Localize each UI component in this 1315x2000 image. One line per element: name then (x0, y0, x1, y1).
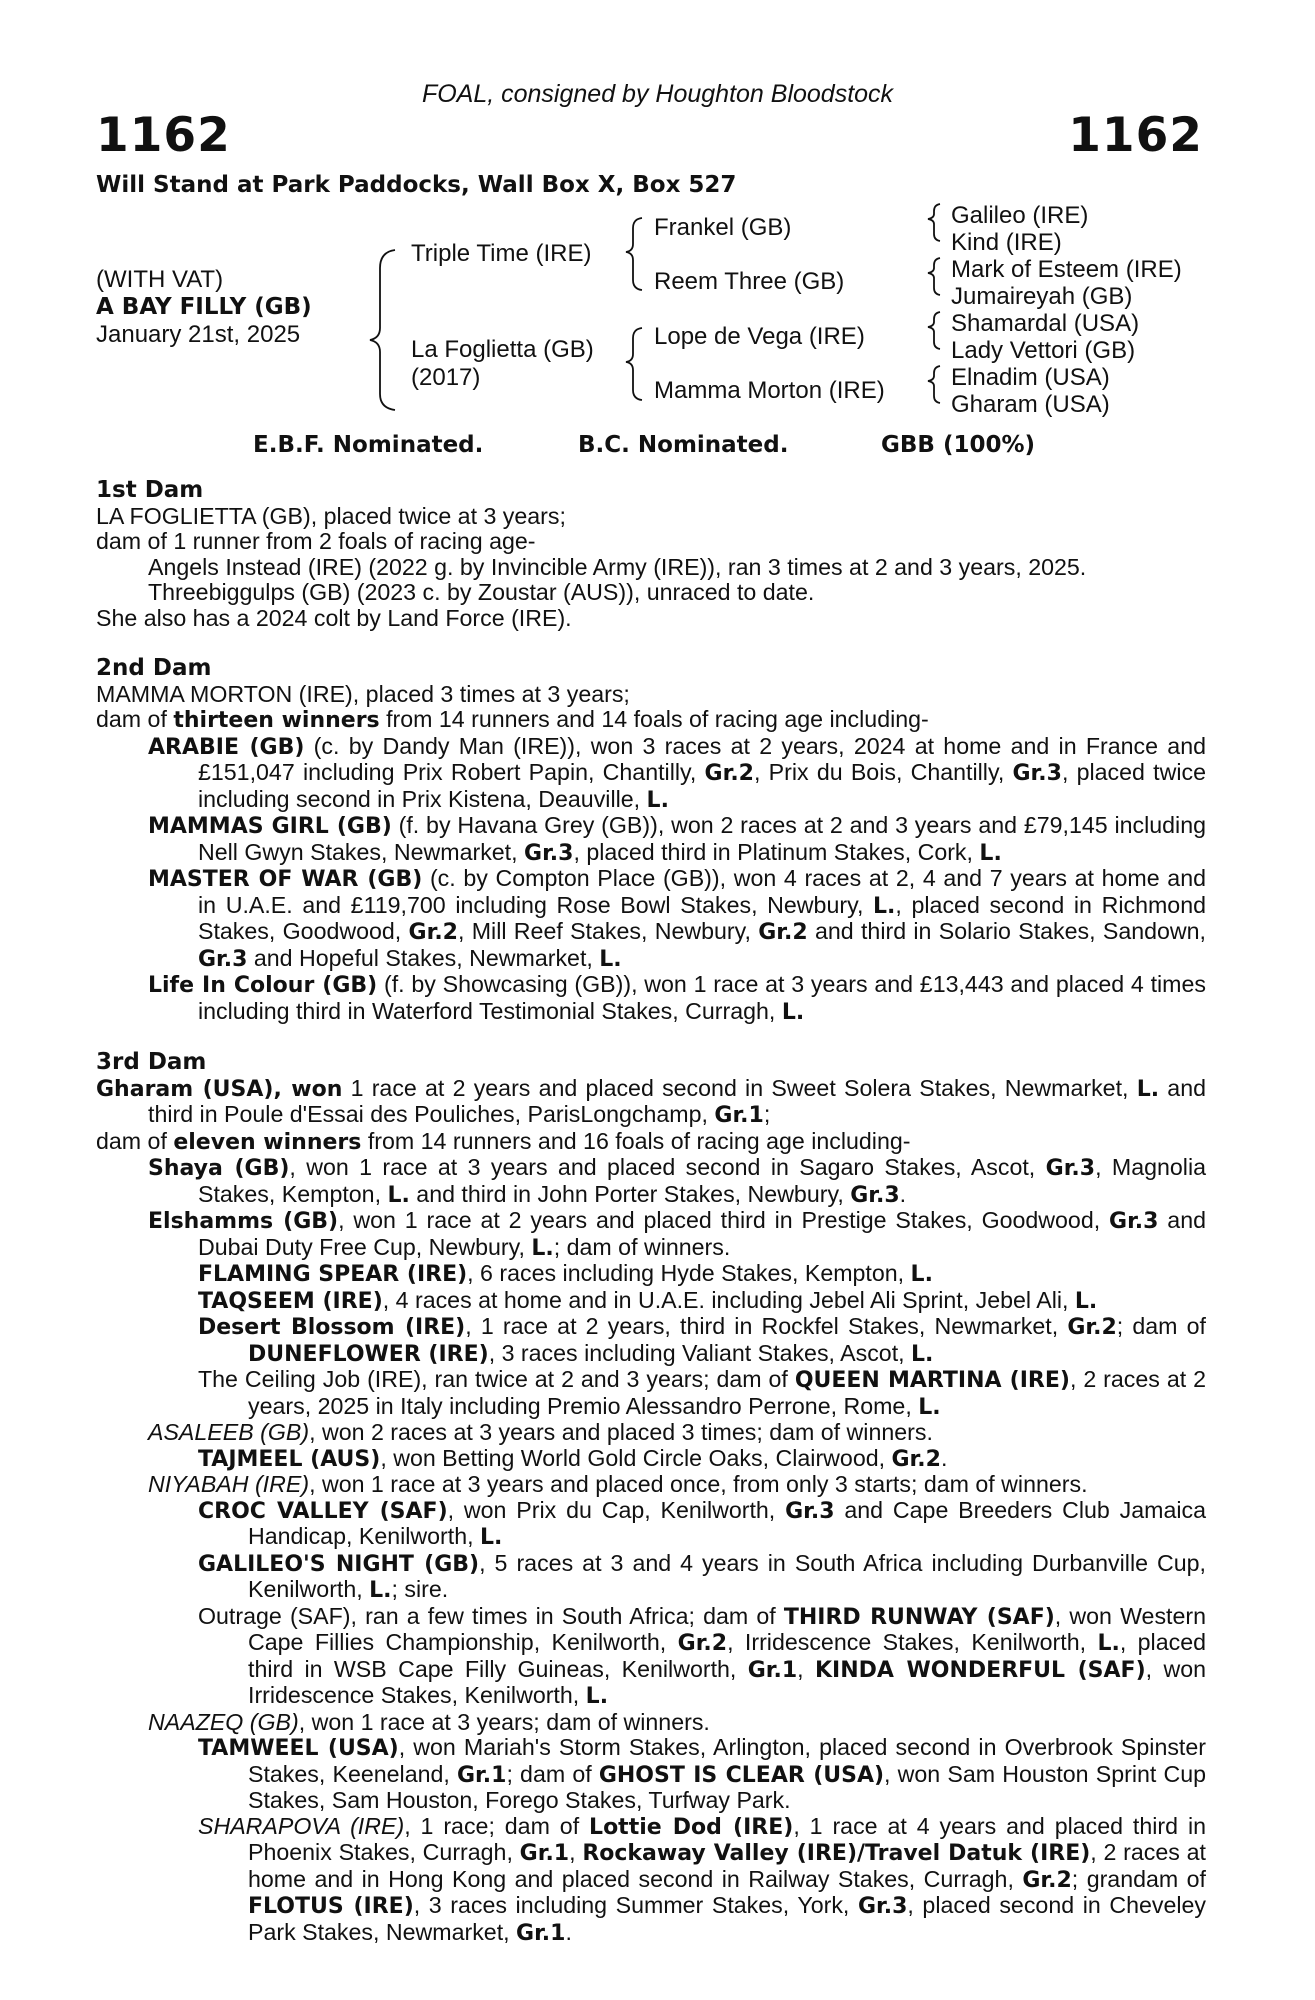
brace-g4 (928, 366, 940, 403)
dam: La Foglietta (GB) (411, 336, 594, 363)
text-run: , won 1 race at 3 years and placed once, from only 3 starts; dam of winners. (309, 1471, 1088, 1497)
produce-entry (96, 972, 1206, 1025)
text-run: ; dam of (1116, 1313, 1206, 1339)
brace-dam (626, 328, 642, 400)
bold-text: L. (781, 999, 805, 1025)
text-run: , (797, 1655, 815, 1682)
bold-text: FLOTUS (IRE) (248, 1894, 414, 1919)
text-run: (f. by Showcasing (GB)), won 1 race at 3 years and £13,443 and placed 4 times including third in Waterford Testimonial Stakes, Curragh, (198, 971, 1206, 1024)
text-run: , won Prix du Cap, Kenilworth, (447, 1496, 786, 1523)
bold-text: Gr.1 (747, 1657, 798, 1683)
bold-text: L. (387, 1182, 410, 1208)
grandproduce-entry (96, 1551, 1206, 1604)
first-dam-line: LA FOGLIETTA (GB), placed twice at 3 years; (96, 502, 566, 529)
bold-text: Gr.2 (758, 920, 808, 945)
text-run: NAAZEQ (GB) (148, 1708, 299, 1735)
horse-name: Life In Colour (GB) (148, 973, 378, 998)
bold-text: L. (911, 1341, 934, 1367)
produce-entry (96, 734, 1206, 814)
text-run: , 4 races at home and in U.A.E. including Jebel Ali Sprint, Jebel Ali, (382, 1286, 1075, 1313)
lot-number-left: 1162 (96, 108, 231, 163)
bold-text: Gr.1 (519, 1841, 570, 1866)
bold-text: DUNEFLOWER (IRE) (248, 1341, 489, 1367)
text-run: . (940, 1444, 948, 1471)
text-run: . (565, 1918, 572, 1945)
text-run: , won Irridescence Stakes, Kenilworth, (248, 1655, 1207, 1708)
text-run: ASALEEB (GB) (148, 1419, 310, 1445)
text-run: , won 1 race at 3 years and placed second in Sagaro Stakes, Ascot, (289, 1154, 1046, 1180)
text-run: 1 race at 2 years and placed second in Sweet Solera Stakes, Newmarket, (342, 1074, 1137, 1101)
text-run: and Dubai Duty Free Cup, Newbury, (198, 1207, 1206, 1260)
bold-text: Gr.3 (1109, 1209, 1159, 1234)
bold-text: Lottie Dod (IRE) (589, 1814, 794, 1840)
text-run: ; sire. (391, 1576, 449, 1602)
ancestor-8: Gharam (USA) (951, 391, 1110, 418)
text-run: , 1 race; dam of (404, 1812, 590, 1839)
text-run: . (899, 1180, 907, 1207)
produce-entry (96, 866, 1206, 972)
bold-text: Gr.2 (1022, 1867, 1072, 1893)
first-dam-heading: 1st Dam (96, 477, 204, 503)
text-run: dam of (96, 706, 174, 732)
bold-text: Gr.3 (524, 840, 574, 866)
bold-text: Gr.2 (677, 1631, 728, 1656)
text-run: (f. by Havana Grey (GB)), won 2 races at 2 and 3 years and £79,145 including Nell Gwyn Stakes, Newmarket, (198, 812, 1206, 865)
text-run: , 6 races including Hyde Stakes, Kempton, (467, 1260, 911, 1286)
text-run: dam of (96, 1127, 174, 1154)
ancestor-1: Galileo (IRE) (951, 202, 1089, 229)
bold-text: L. (480, 1525, 503, 1550)
bold-text: Gr.3 (850, 1182, 900, 1208)
text-run: The Ceiling Job (IRE), ran twice at 2 and 3 years; dam of (198, 1366, 795, 1392)
text-run: , Irridescence Stakes, Kenilworth, (727, 1629, 1098, 1655)
bold-text: TAMWEEL (USA) (198, 1736, 399, 1761)
bold-text: Elshamms (GB) (148, 1209, 339, 1234)
bold-text: , won (273, 1076, 343, 1102)
bold-text: QUEEN MARTINA (IRE) (794, 1368, 1070, 1393)
grandproduce-entry (96, 1814, 1206, 1947)
second-dam-heading: 2nd Dam (96, 655, 212, 681)
bold-text: L. (585, 1684, 609, 1709)
brace-main (370, 250, 395, 410)
bold-text: CROC VALLEY (SAF) (198, 1498, 448, 1524)
lot-number-right: 1162 (1068, 108, 1203, 163)
bold-text: Gr.1 (714, 1103, 764, 1128)
first-dam-foal: Angels Instead (IRE) (2022 g. by Invincible Army (IRE)), ran 3 times at 2 and 3 years, 2025. (148, 553, 1087, 580)
bold-text: TAQSEEM (IRE) (198, 1288, 383, 1314)
bold-text: GALILEO'S NIGHT (GB) (198, 1551, 480, 1577)
text-run: , won Sam Houston Sprint Cup Stakes, Sam Houston, Forego Stakes, Turfway Park. (248, 1760, 1207, 1813)
produce-entry (96, 1710, 1206, 1736)
bold-text: L. (646, 787, 669, 813)
produce-entry (96, 1472, 1206, 1498)
text-run: , won 1 race at 3 years; dam of winners. (298, 1708, 710, 1735)
ancestor-4: Jumaireyah (GB) (951, 283, 1133, 310)
bold-text: eleven winners (173, 1129, 362, 1155)
text-run: , 3 races including Valiant Stakes, Ascot, (488, 1339, 912, 1366)
bold-text: L. (918, 1394, 941, 1420)
produce-entry (96, 1155, 1206, 1208)
grandproduce-entry (96, 1498, 1206, 1551)
consignment-line: FOAL, consigned by Houghton Bloodstock (421, 80, 894, 108)
text-run: , Magnolia Stakes, Kempton, (198, 1154, 1206, 1207)
brace-g1 (928, 204, 940, 241)
text-run: ; dam of winners. (553, 1233, 731, 1260)
text-run: , won Betting World Gold Circle Oaks, Clairwood, (380, 1444, 892, 1471)
text-run: and Hopeful Stakes, Newmarket, (247, 944, 600, 971)
produce-entry (96, 1208, 1206, 1261)
text-run: , (569, 1839, 583, 1865)
bold-text: L. (979, 840, 1002, 866)
text-run: , placed twice including second in Prix Kistena, Deauville, (198, 759, 1206, 812)
text-run: , placed second in Cheveley Park Stakes, Newmarket, (248, 1892, 1206, 1945)
grandproduce-entry (96, 1604, 1206, 1710)
first-dam-produce-line: dam of 1 runner from 2 foals of racing age- (96, 528, 536, 554)
grandproduce-entry (96, 1446, 1206, 1473)
pedigree-braces (0, 0, 1315, 440)
bold-text: Gr.3 (785, 1498, 835, 1524)
text-run: ; (763, 1101, 771, 1127)
bold-text: L. (369, 1578, 392, 1603)
vat-note: (WITH VAT) (96, 266, 224, 293)
text-run: NIYABAH (IRE) (148, 1471, 310, 1497)
grandproduce-entry (96, 1735, 1206, 1814)
text-run: ; grandam of (1071, 1865, 1207, 1892)
grandproduce-entry (96, 1288, 1206, 1315)
bold-text: Gr.1 (516, 1920, 566, 1946)
bold-text: L. (910, 1262, 933, 1287)
produce-entry (96, 1420, 1206, 1446)
bc-nominated: B.C. Nominated. (578, 432, 789, 458)
bold-text: Rockaway Valley (IRE)/Travel Datuk (IRE) (582, 1841, 1091, 1866)
text-run: , 1 race at 2 years, third in Rockfel Stakes, Newmarket, (465, 1313, 1068, 1339)
bold-text: FLAMING SPEAR (IRE) (198, 1262, 468, 1287)
bold-text: Gr.2 (1067, 1315, 1117, 1340)
bold-text: Gr.3 (857, 1894, 908, 1919)
gbb-status: GBB (100%) (881, 432, 1036, 458)
bold-text: Gr.3 (198, 946, 248, 972)
brace-sire (626, 218, 642, 290)
bold-text: L. (1074, 1288, 1098, 1314)
first-dam-foal: Threebiggulps (GB) (2023 c. by Zoustar (AUS)), unraced to date. (148, 579, 815, 605)
bold-text: thirteen winners (173, 708, 380, 733)
text-run: , 2 races at home and in Hong Kong and placed second in Railway Stakes, Curragh, (248, 1839, 1206, 1892)
ancestor-2: Kind (IRE) (951, 229, 1062, 256)
horse-name: MAMMAS GIRL (GB) (148, 814, 392, 839)
third-dam-heading: 3rd Dam (96, 1049, 207, 1075)
ancestor-5: Shamardal (USA) (951, 310, 1140, 337)
text-run: ; dam of (506, 1760, 599, 1787)
second-dam-produce-line (96, 707, 1206, 734)
grandproduce-entry (96, 1261, 1206, 1288)
bold-text: TAJMEEL (AUS) (198, 1446, 381, 1472)
bold-text: L. (599, 946, 622, 972)
sire: Triple Time (IRE) (411, 240, 592, 267)
pedigree-notes (96, 478, 1206, 1946)
produce-entry (96, 813, 1206, 866)
text-run: , placed third in WSB Cape Filly Guineas, Kenilworth, (248, 1629, 1206, 1682)
dam-sire: Lope de Vega (IRE) (654, 323, 865, 350)
bold-text: Desert Blossom (IRE) (198, 1315, 466, 1340)
text-run: (c. by Compton Place (GB)), won 4 races at 2, 4 and 7 years at home and in U.A.E. and £119,700 including Rose Bowl Stakes, Newbury, (198, 865, 1206, 918)
first-dam-note: She also has a 2024 colt by Land Force (IRE). (96, 604, 572, 631)
bold-text: Gr.2 (891, 1446, 941, 1472)
text-run: , won Mariah's Storm Stakes, Arlington, placed second in Overbrook Spinster Stakes, Keeneland, (248, 1734, 1206, 1787)
horse-name: MASTER OF WAR (GB) (148, 867, 423, 892)
bold-text: Gr.3 (1045, 1156, 1096, 1181)
bold-text: L. (1136, 1076, 1160, 1102)
bold-text: L. (873, 893, 896, 919)
text-run: , 5 races at 3 and 4 years in South Africa including Durbanville Cup, Kenilworth, (248, 1549, 1206, 1602)
bold-text: L. (531, 1235, 554, 1261)
lot-name: A BAY FILLY (GB) (96, 294, 312, 320)
foaling-date: January 21st, 2025 (96, 321, 301, 348)
text-run: (c. by Dandy Man (IRE)), won 3 races at 2 years, 2024 at home and in France and £151,047 including Prix Robert Papin, Chantilly, (198, 732, 1206, 785)
text-run: , won Western Cape Fillies Championship, Kenilworth, (248, 1602, 1206, 1655)
ancestor-3: Mark of Esteem (IRE) (951, 256, 1182, 283)
third-dam-line (96, 1076, 1206, 1129)
third-dam-produce-line (96, 1129, 1206, 1156)
text-run: and third in John Porter Stakes, Newbury, (409, 1180, 851, 1207)
text-run: , placed third in Platinum Stakes, Cork, (573, 838, 980, 865)
bold-text: KINDA WONDERFUL (SAF) (815, 1657, 1146, 1683)
ebf-nominated: E.B.F. Nominated. (253, 432, 484, 458)
grandproduce-entry (96, 1367, 1206, 1420)
bold-text: Gr.3 (1012, 761, 1062, 786)
bold-text: Gr.2 (408, 920, 458, 945)
text-run: and third in Solario Stakes, Sandown, (807, 918, 1206, 944)
text-run: , 2 races at 2 years, 2025 in Italy including Premio Alessandro Perrone, Rome, (248, 1366, 1207, 1419)
text-run: , 3 races including Summer Stakes, York, (413, 1892, 858, 1918)
bold-text: Gr.1 (457, 1762, 507, 1788)
text-run: from 14 runners and 14 foals of racing age including- (379, 706, 929, 732)
stand-location: Will Stand at Park Paddocks, Wall Box X, Box 527 (96, 172, 737, 198)
text-run: and third in Poule d'Essai des Pouliches, ParisLongchamp, (148, 1074, 1206, 1127)
bold-text: Gharam (USA) (96, 1076, 274, 1102)
grandproduce-entry (96, 1314, 1206, 1367)
text-run: , won 2 races at 3 years and placed 3 times; dam of winners. (309, 1419, 933, 1445)
text-run: SHARAPOVA (IRE) (198, 1812, 405, 1839)
ancestor-7: Elnadim (USA) (951, 364, 1110, 391)
text-run: , Prix du Bois, Chantilly, (753, 759, 1013, 785)
brace-g3 (928, 312, 940, 349)
text-run: , Mill Reef Stakes, Newbury, (457, 918, 759, 944)
text-run: and Cape Breeders Club Jamaica Handicap, Kenilworth, (248, 1496, 1206, 1549)
second-dam-line: MAMMA MORTON (IRE), placed 3 times at 3 years; (96, 680, 630, 707)
bold-text: THIRD RUNWAY (SAF) (783, 1604, 1055, 1630)
horse-name: ARABIE (GB) (148, 734, 305, 760)
bold-text: L. (1097, 1631, 1120, 1656)
text-run: , won 1 race at 2 years and placed third in Prestige Stakes, Goodwood, (338, 1207, 1110, 1233)
text-run: , placed second in Richmond Stakes, Goodwood, (198, 891, 1206, 944)
text-run: , 1 race at 4 years and placed third in Phoenix Stakes, Curragh, (248, 1812, 1206, 1865)
ancestor-6: Lady Vettori (GB) (951, 337, 1136, 364)
sire-dam: Reem Three (GB) (654, 268, 845, 295)
bold-text: GHOST IS CLEAR (USA) (598, 1762, 885, 1788)
dam-year: (2017) (411, 364, 481, 391)
dam-dam: Mamma Morton (IRE) (654, 377, 885, 404)
brace-g2 (928, 258, 940, 295)
text-run: Outrage (SAF), ran a few times in South Africa; dam of (198, 1602, 784, 1629)
bold-text: Shaya (GB) (148, 1156, 290, 1181)
text-run: from 14 runners and 16 foals of racing age including- (361, 1127, 911, 1154)
sire-sire: Frankel (GB) (654, 214, 792, 241)
bold-text: Gr.2 (704, 761, 754, 786)
